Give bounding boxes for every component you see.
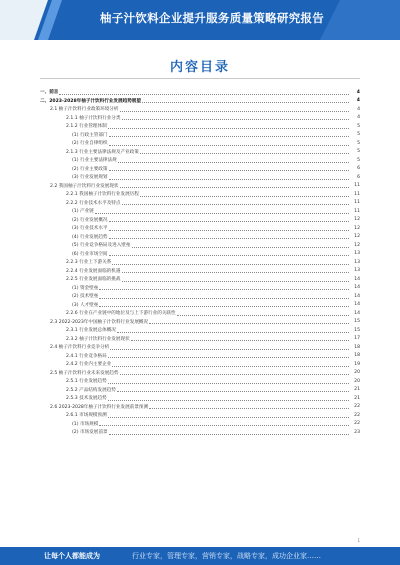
toc-entry-page: 4: [356, 89, 360, 95]
toc-leader-dots: [99, 297, 349, 299]
toc-entry-page: 21: [354, 387, 360, 393]
toc-entry-page: 14: [354, 276, 360, 282]
toc-entry[interactable]: [40, 131, 360, 140]
toc-leader-dots: [109, 135, 349, 137]
toc-entry[interactable]: [40, 377, 360, 386]
toc-entry[interactable]: [40, 386, 360, 395]
toc-entry-text: (6) 行业市场空间: [72, 251, 108, 257]
toc-entry[interactable]: [40, 352, 360, 361]
toc-entry-text: (3) 人才壁垒: [72, 302, 99, 308]
toc-entry-text: 2.5.1 行业发展趋势: [66, 379, 107, 385]
toc-entry[interactable]: [40, 148, 360, 157]
toc-leader-dots: [108, 356, 349, 358]
toc-entry-page: 22: [354, 412, 360, 418]
toc-entry-text: 2.1.3 行业主要法律法规及产业政策: [66, 149, 139, 155]
toc-entry-page: 17: [354, 336, 360, 342]
toc-entry-text: (3) 行业技术水平: [72, 226, 108, 232]
toc-entry[interactable]: [40, 165, 360, 174]
toc-entry-page: 22: [354, 421, 360, 427]
toc-leader-dots: [112, 365, 349, 367]
toc-entry-page: 12: [354, 234, 360, 240]
toc-entry[interactable]: [40, 199, 360, 208]
toc-entry-page: 23: [354, 429, 360, 435]
toc-leader-dots: [120, 373, 350, 375]
toc-entry-page: 14: [354, 293, 360, 299]
toc-leader-dots: [117, 331, 349, 333]
toc-entry-page: 11: [354, 208, 360, 214]
toc-leader-dots: [109, 254, 349, 256]
toc-entry[interactable]: [40, 301, 360, 310]
toc-entry[interactable]: [40, 105, 360, 114]
toc-entry[interactable]: [40, 173, 360, 182]
toc-entry[interactable]: [40, 88, 360, 97]
toc-entry-text: 2.2.4 行业发展面临的机遇: [66, 268, 121, 274]
toc-entry-text: 2.2.6 行业在产业链中的地位及与上下游行业的关联性: [66, 311, 176, 317]
toc-entry-page: 20: [354, 370, 360, 376]
toc-leader-dots: [95, 212, 349, 214]
toc-entry-page: 15: [354, 319, 360, 325]
toc-entry-text: (2) 行业主要政策: [72, 166, 108, 172]
toc-entry[interactable]: [40, 233, 360, 242]
page-footer: [0, 547, 400, 565]
toc-entry-page: 22: [354, 404, 360, 410]
toc-entry-page: 4: [357, 106, 360, 112]
toc-entry-text: (4) 行业发展趋势: [72, 234, 108, 240]
toc-entry-text: 2.2.1 我国柚子汁饮料行业发展历程: [66, 192, 139, 198]
toc-entry-text: (1) 资金壁垒: [72, 285, 99, 291]
toc-entry-text: 2.4 柚子汁饮料行业竞争分析: [50, 345, 110, 351]
toc-entry-text: 2.2.5 行业发展面临的挑战: [66, 277, 121, 283]
toc-leader-dots: [142, 101, 349, 103]
toc-entry-text: (5) 行业竞争格局及进入壁垒: [72, 243, 131, 249]
toc-entry-text: 2.2.2 行业技术水平及特点: [66, 200, 121, 206]
toc-entry-text: (1) 行业主要法律法规: [72, 158, 117, 164]
toc-entry-text: 2.1.2 行业管理体制: [66, 124, 107, 130]
toc-leader-dots: [108, 127, 349, 129]
toc-entry[interactable]: [40, 411, 360, 420]
toc-entry[interactable]: [40, 122, 360, 131]
toc-entry-page: 5: [357, 123, 360, 129]
toc-entry-page: 11: [354, 200, 360, 206]
toc-entry-page: 13: [354, 259, 360, 265]
toc-entry-page: 14: [354, 302, 360, 308]
toc-leader-dots: [99, 305, 349, 307]
toc-entry[interactable]: [40, 326, 360, 335]
toc-entry-page: 5: [357, 140, 360, 146]
toc-entry-page: 12: [354, 242, 360, 248]
toc-entry-text: 2.4.1 行业竞争格局: [66, 353, 107, 359]
toc-entry-page: 13: [354, 251, 360, 257]
toc-entry-page: 5: [357, 157, 360, 163]
toc-entry-text: 2.5.3 技术发展趋势: [66, 396, 107, 402]
toc-entry-text: 2.3.2 柚子汁饮料行业发展现状: [66, 336, 130, 342]
toc-entry-page: 15: [354, 327, 360, 333]
toc-entry-page: 13: [354, 268, 360, 274]
toc-entry-page: 5: [357, 132, 360, 138]
toc-entry[interactable]: [40, 360, 360, 369]
toc-leader-dots: [99, 288, 349, 290]
toc-leader-dots: [112, 263, 349, 265]
toc-entry[interactable]: [40, 156, 360, 165]
toc-entry-page: 20: [354, 378, 360, 384]
toc-entry[interactable]: [40, 207, 360, 216]
toc-leader-dots: [109, 229, 349, 231]
toc-entry[interactable]: [40, 224, 360, 233]
toc-entry-page: 6: [357, 166, 360, 172]
toc-leader-dots: [110, 348, 349, 350]
toc-entry-text: (2) 技术壁垒: [72, 294, 99, 300]
toc-entry[interactable]: [40, 258, 360, 267]
toc-entry[interactable]: [40, 428, 360, 437]
toc-entry-text: 2.6 2023-2028年柚子汁饮料行业发展前景预测: [50, 404, 149, 410]
toc-heading-rule: [40, 78, 360, 79]
toc-entry[interactable]: [40, 394, 360, 403]
toc-leader-dots: [177, 314, 349, 316]
toc-entry[interactable]: [40, 292, 360, 301]
toc-entry[interactable]: [40, 267, 360, 276]
toc-entry-page: 12: [354, 217, 360, 223]
toc-entry[interactable]: [40, 309, 360, 318]
toc-leader-dots: [140, 195, 349, 197]
toc-leader-dots: [99, 424, 349, 426]
toc-entry[interactable]: [40, 114, 360, 123]
toc-leader-dots: [108, 382, 349, 384]
toc-entry-text: 2.2 我国柚子汁饮料行业发展现状: [50, 183, 119, 189]
toc-entry[interactable]: [40, 139, 360, 148]
toc-entry-text: 一、前言: [40, 90, 59, 96]
page-number: 1: [357, 538, 360, 543]
toc-leader-dots: [109, 433, 349, 435]
toc-entry-page: 4: [356, 98, 360, 104]
toc-entry-text: (2) 行业自律组织: [72, 141, 108, 147]
toc-entry[interactable]: [40, 182, 360, 191]
toc-leader-dots: [117, 390, 349, 392]
toc-entry-text: (1) 产业链: [72, 209, 94, 215]
toc-leader-dots: [120, 186, 350, 188]
toc-leader-dots: [149, 407, 349, 409]
toc-leader-dots: [122, 280, 350, 282]
toc-entry[interactable]: [40, 97, 360, 106]
toc-leader-dots: [149, 322, 349, 324]
toc-leader-dots: [132, 246, 350, 248]
toc-entry-text: (1) 市场规模: [72, 421, 99, 427]
toc-entry-text: 2.1 柚子汁饮料行业政策环境分析: [50, 107, 119, 113]
toc-leader-dots: [109, 169, 349, 171]
toc-entry[interactable]: [40, 250, 360, 259]
toc-entry-page: 21: [354, 395, 360, 401]
toc-entry-text: 2.3.1 行业发展总体概况: [66, 328, 116, 334]
toc-entry[interactable]: [40, 369, 360, 378]
toc-leader-dots: [122, 271, 350, 273]
table-of-contents: [40, 88, 360, 437]
toc-entry-page: 18: [354, 344, 360, 350]
toc-entry[interactable]: [40, 284, 360, 293]
toc-heading: 内容目录: [169, 60, 230, 75]
toc-leader-dots: [108, 399, 349, 401]
footer-slogan: 让每个人都能成为: [44, 552, 100, 560]
toc-entry-page: 11: [354, 183, 360, 189]
toc-entry-text: 2.5.2 产品结构发展趋势: [66, 387, 116, 393]
toc-entry-page: 18: [354, 353, 360, 359]
toc-entry[interactable]: [40, 241, 360, 250]
toc-entry-page: 19: [354, 361, 360, 367]
toc-leader-dots: [109, 220, 349, 222]
toc-leader-dots: [131, 339, 349, 341]
toc-leader-dots: [118, 161, 349, 163]
toc-entry-text: 2.5 柚子汁饮料行业未来发展趋势: [50, 370, 119, 376]
toc-entry-page: 4: [357, 115, 360, 121]
toc-leader-dots: [122, 203, 350, 205]
toc-entry-page: 11: [354, 191, 360, 197]
toc-leader-dots: [109, 237, 349, 239]
toc-entry-text: 二、2023-2028年柚子汁饮料行业发展趋势展望: [40, 98, 141, 104]
toc-leader-dots: [109, 144, 349, 146]
toc-entry[interactable]: [40, 343, 360, 352]
toc-entry[interactable]: [40, 403, 360, 412]
toc-entry-text: 2.3 2022-2023年中国柚子汁饮料行业发展概况: [50, 319, 149, 325]
toc-entry-text: 2.6.1 市场规模预测: [66, 413, 107, 419]
toc-entry[interactable]: [40, 420, 360, 429]
toc-leader-dots: [109, 178, 349, 180]
toc-entry[interactable]: [40, 275, 360, 284]
toc-leader-dots: [59, 93, 349, 95]
footer-experts: 行业专家，管理专家，营销专家，战略专家，成功企业家……: [132, 552, 321, 560]
toc-leader-dots: [122, 118, 350, 120]
toc-leader-dots: [108, 416, 349, 418]
toc-entry[interactable]: [40, 318, 360, 327]
toc-entry-page: 6: [357, 174, 360, 180]
toc-entry[interactable]: [40, 335, 360, 344]
toc-entry-page: 12: [354, 225, 360, 231]
toc-entry-page: 14: [354, 310, 360, 316]
toc-entry-text: (1) 行政主管部门: [72, 132, 108, 138]
toc-entry-text: (2) 行业发展概况: [72, 217, 108, 223]
toc-leader-dots: [140, 152, 349, 154]
toc-entry-page: 14: [354, 285, 360, 291]
toc-entry-page: 5: [357, 149, 360, 155]
toc-entry-text: 2.4.2 行业内主要企业: [66, 362, 112, 368]
report-title: 柚子汁饮料企业提升服务质量策略研究报告: [99, 11, 325, 25]
toc-entry-text: (2) 市场发展前景: [72, 430, 108, 436]
toc-leader-dots: [120, 110, 350, 112]
page-header: [0, 0, 400, 40]
toc-entry-text: 2.2.3 行业上下游关系: [66, 260, 112, 266]
toc-entry[interactable]: [40, 216, 360, 225]
toc-entry-text: 2.1.1 柚子汁饮料行业分类: [66, 115, 121, 121]
toc-entry-text: (3) 行业发展规划: [72, 175, 108, 181]
toc-entry[interactable]: [40, 190, 360, 199]
